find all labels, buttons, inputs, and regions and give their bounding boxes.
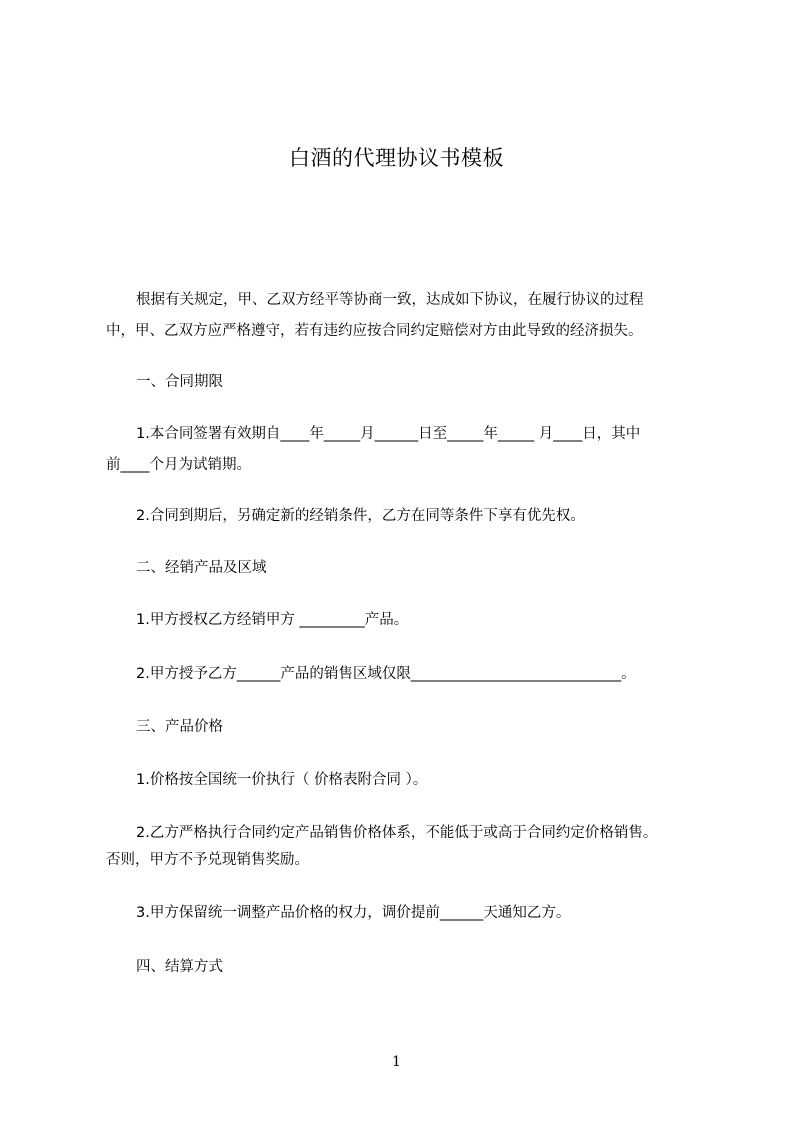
section-2-item-1: 1.甲方授权乙方经销甲方 _________产品。 — [136, 612, 409, 628]
section-3-item-2-line-1: 2.乙方严格执行合同约定产品销售价格体系，不能低于或高于合同约定价格销售。 — [136, 825, 658, 841]
section-4-heading: 四、结算方式 — [136, 959, 223, 975]
section-3-item-3: 3.甲方保留统一调整产品价格的权力，调价提前______天通知乙方。 — [136, 905, 571, 921]
section-2-item-2: 2.甲方授予乙方______产品的销售区域仅限_____________________________。 — [136, 666, 636, 682]
section-2-heading: 二、经销产品及区域 — [136, 560, 267, 576]
section-1-item-1-line-1: 1.本合同签署有效期自____年_____月______日至_____年_____ 月____日，其中 — [136, 426, 641, 442]
section-3-heading: 三、产品价格 — [136, 719, 223, 735]
intro-line-2: 中，甲、乙双方应严格遵守，若有违约应按合同约定赔偿对方由此导致的经济损失。 — [106, 323, 643, 339]
section-1-item-1-line-2: 前____个月为试销期。 — [106, 457, 251, 473]
page-number: 1 — [392, 1054, 401, 1070]
section-1-heading: 一、合同期限 — [136, 374, 223, 390]
section-3-item-1: 1.价格按全国统一价执行（ 价格表附合同 ）。 — [136, 772, 428, 788]
section-1-item-2: 2.合同到期后，另确定新的经销条件，乙方在同等条件下享有优先权。 — [136, 508, 585, 524]
document-title: 白酒的代理协议书模板 — [289, 146, 504, 170]
intro-line-1: 根据有关规定，甲、乙双方经平等协商一致，达成如下协议，在履行协议的过程 — [136, 292, 644, 308]
section-3-item-2-line-2: 否则，甲方不予兑现销售奖励。 — [106, 852, 309, 868]
